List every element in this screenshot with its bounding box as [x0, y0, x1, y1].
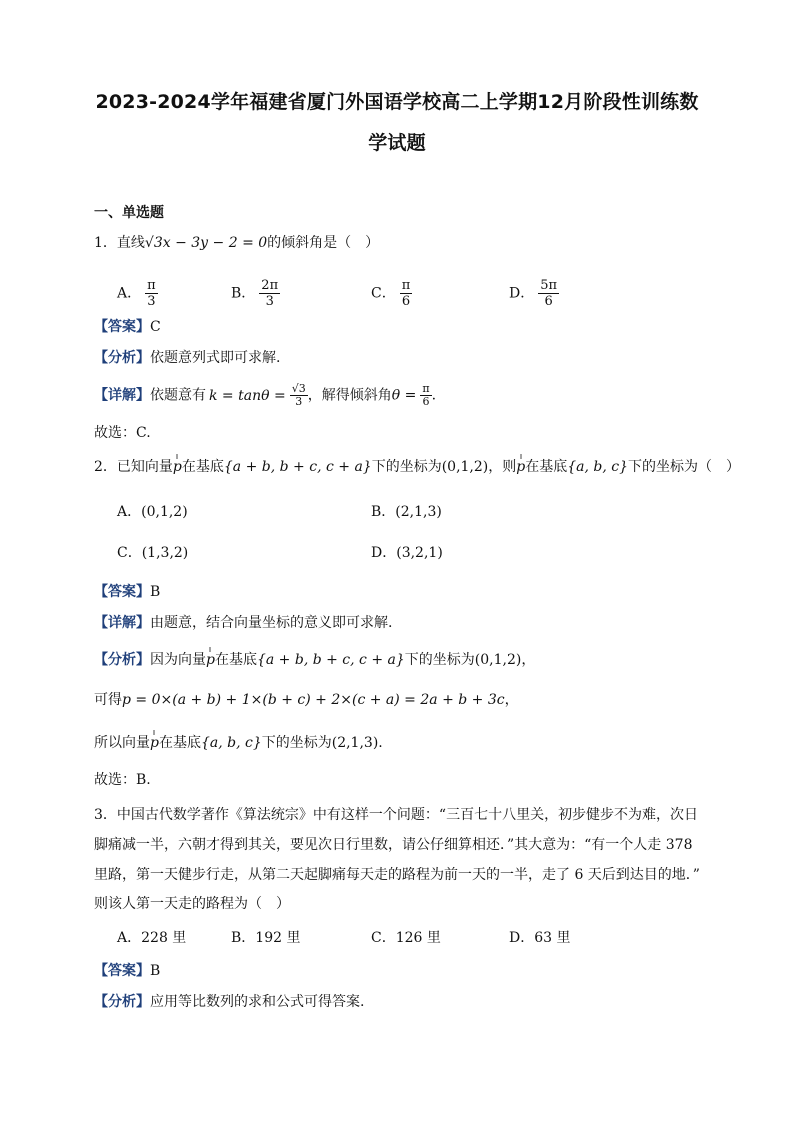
- q1-detail-fraction: $\frac{√3}{3}$: [291, 382, 306, 408]
- q2-analysis-line-2: 可得p = 0×(a + b) + 1×(b + c) + 2×(c + a) = 2a + b + 3c，: [94, 692, 519, 708]
- q2-option-c: C．(1,3,2): [117, 545, 189, 561]
- q3-option-c: C．126 里: [371, 930, 441, 946]
- q1-equation: √3x − 3y − 2 = 0: [144, 235, 268, 251]
- q3-line-3: 里路，第一天健步行走，从第二天起脚痛每天走的路程为前一天的一半，走了 6 天后到达目的地．”: [94, 867, 700, 883]
- q2-option-b: B．(2,1,3): [371, 504, 442, 520]
- q3-line-1: 3．中国古代数学著作《算法统宗》中有这样一个问题：“三百七十八里关，初步健步不为难，次日: [94, 807, 699, 823]
- q1-option-b-fraction: $\frac{2\pi}{3}$: [261, 278, 279, 309]
- q3-analysis: 【分析】应用等比数列的求和公式可得答案.: [94, 994, 365, 1010]
- title-line-1: 2023-2024学年福建省厦门外国语学校高二上学期12月阶段性训练数: [95, 91, 699, 113]
- q2-analysis: 【分析】因为向量p在基底{a + b, b + c, c + a}下的坐标为(0,1,2)，: [94, 652, 536, 668]
- q1-detail: 【详解】依题意有 k = tanθ = $\frac{√3}{3}$ ，解得倾斜角θ = $\frac{\pi}{6}$ .: [94, 382, 437, 408]
- q3-line-2: 脚痛减一半，六朝才得到其关，要见次日行里数，请公仔细算相还．”其大意为：“有一个人走 378: [94, 837, 693, 853]
- q2-option-a: A．(0,1,2): [117, 504, 188, 520]
- q1-option-a: A． $\frac{\pi}{3}$: [117, 278, 156, 309]
- q3-option-a: A．228 里: [117, 930, 187, 946]
- q2-option-d: D．(3,2,1): [371, 545, 443, 561]
- question-1-stem: [94, 233, 379, 253]
- q2-answer: 【答案】B: [94, 584, 161, 600]
- q1-option-c-fraction: $\frac{\pi}{6}$: [401, 278, 411, 309]
- q3-line-4: 则该人第一天走的路程为（ ）: [94, 896, 290, 912]
- q1-option-b: B． $\frac{2\pi}{3}$: [231, 278, 279, 309]
- q1-option-d: D． $\frac{5\pi}{6}$: [509, 278, 558, 309]
- q1-analysis: 【分析】依题意列式即可求解.: [94, 350, 281, 366]
- q1-detail-fraction-2: $\frac{\pi}{6}$: [422, 382, 430, 408]
- q3-option-d: D．63 里: [509, 930, 571, 946]
- section-heading: 一、单选题: [94, 205, 164, 221]
- q1-conclusion: 故选：C.: [94, 425, 151, 441]
- q1-prefix: 1．直线: [94, 235, 145, 251]
- q2-analysis-line-3: 所以向量p在基底{a, b, c}下的坐标为(2,1,3).: [94, 735, 383, 751]
- q1-option-d-fraction: $\frac{5\pi}{6}$: [540, 278, 558, 309]
- title-line-2: 学试题: [368, 132, 426, 154]
- q1-suffix: 的倾斜角是（ ）: [267, 235, 380, 251]
- question-2-stem: 2．已知向量p在基底{a + b, b + c, c + a}下的坐标为(0,1,2)，则p在基底{a, b, c}下的坐标为（ ）: [94, 459, 740, 475]
- q3-option-b: B．192 里: [231, 930, 301, 946]
- q3-answer: 【答案】B: [94, 963, 161, 979]
- q1-answer: 【答案】C: [94, 319, 161, 335]
- q2-conclusion: 故选：B.: [94, 772, 151, 788]
- q2-detail: 【详解】由题意，结合向量坐标的意义即可求解.: [94, 615, 393, 631]
- q1-option-a-fraction: $\frac{\pi}{3}$: [147, 278, 156, 309]
- q1-option-c: C． $\frac{\pi}{6}$: [371, 278, 411, 309]
